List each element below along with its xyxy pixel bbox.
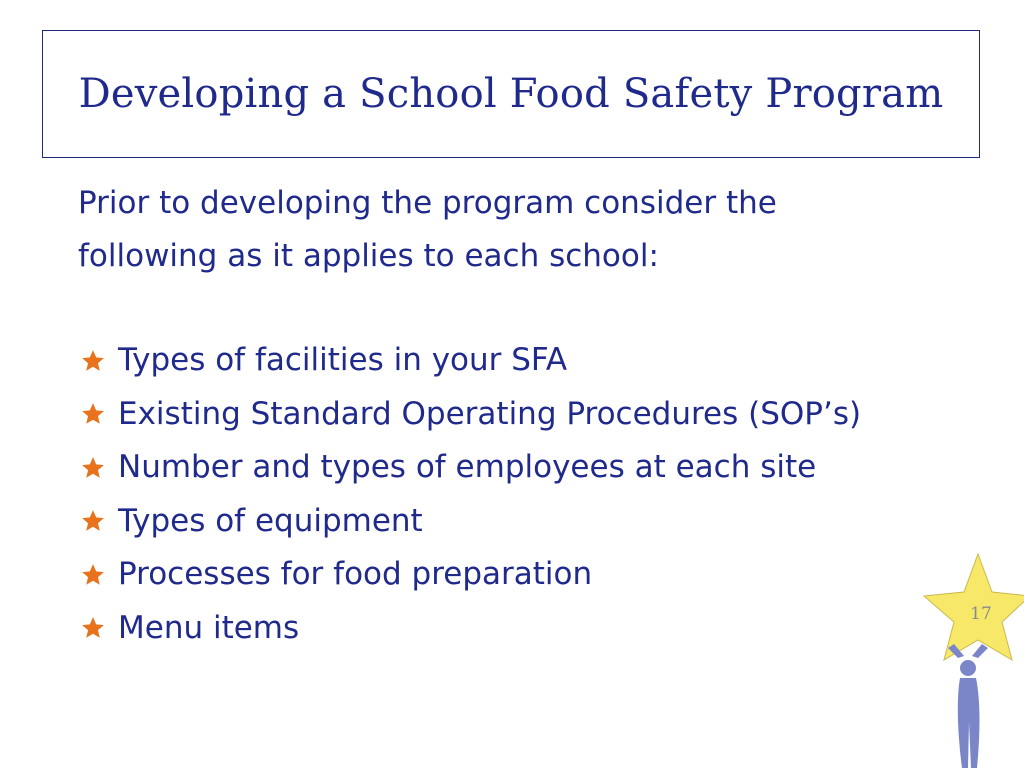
list-item bbox=[80, 602, 861, 656]
list-item bbox=[80, 441, 861, 495]
list-item bbox=[80, 548, 861, 602]
bullet-list bbox=[80, 334, 861, 655]
list-item bbox=[80, 495, 861, 549]
title-box bbox=[42, 30, 980, 158]
bullet-text: Number and types of employees at each site bbox=[118, 449, 817, 485]
intro-line-1: Prior to developing the program consider the bbox=[78, 185, 777, 221]
person-holding-star-icon bbox=[918, 552, 1024, 768]
star-icon bbox=[80, 401, 106, 427]
page-number: 17 bbox=[970, 604, 992, 624]
bullet-text: Types of facilities in your SFA bbox=[118, 342, 568, 378]
star-icon bbox=[80, 508, 106, 534]
star-icon bbox=[80, 348, 106, 374]
star-icon bbox=[80, 455, 106, 481]
star-icon bbox=[80, 615, 106, 641]
bullet-text: Processes for food preparation bbox=[118, 556, 593, 592]
list-item bbox=[80, 388, 861, 442]
star-icon bbox=[80, 562, 106, 588]
intro-text bbox=[78, 177, 878, 283]
bullet-text: Existing Standard Operating Procedures (SOP’s) bbox=[118, 395, 862, 432]
list-item bbox=[80, 334, 861, 388]
bullet-text: Menu items bbox=[118, 609, 300, 646]
intro-line-2: following as it applies to each school: bbox=[78, 238, 659, 274]
bullet-text: Types of equipment bbox=[118, 502, 423, 539]
slide-title: Developing a School Food Safety Program bbox=[78, 71, 944, 117]
